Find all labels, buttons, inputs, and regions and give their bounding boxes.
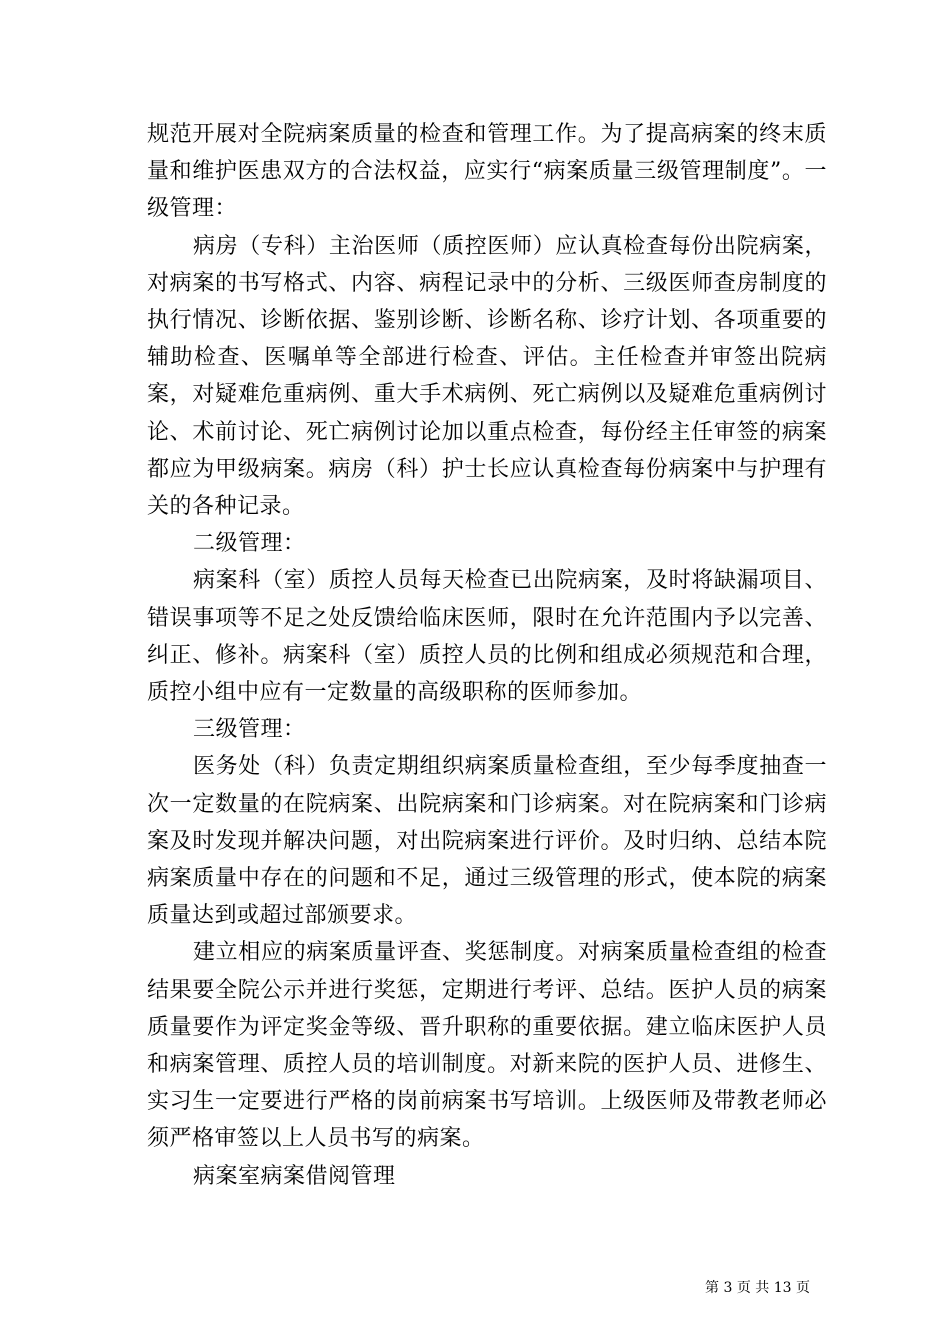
heading-level-two: 二级管理： xyxy=(193,531,306,557)
document-body xyxy=(147,116,827,1195)
paragraph-level-three-details: 医务处（科）负责定期组织病案质量检查组，至少每季度抽查一次一定数量的在院病案、出院病案和门诊病案。对在院病案和门诊病案及时发现并解决问题，对出院病案进行评价。及时归纳、总结本院病案质量中存在的问题和不足，通过三级管理的形式，使本院的病案质量达到或超过部颁要求。 xyxy=(147,754,827,929)
paragraph-level-one-details: 病房（专科）主治医师（质控医师）应认真检查每份出院病案，对病案的书写格式、内容、病程记录中的分析、三级医师查房制度的执行情况、诊断依据、鉴别诊断、诊断名称、诊疗计划、各项重要的辅助检查、医嘱单等全部进行检查、评估。主任检查并审签出院病案，对疑难危重病例、重大手术病例、死亡病例以及疑难危重病例讨论、术前讨论、死亡病例讨论加以重点检查，每份经主任审签的病案都应为甲级病案。病房（科）护士长应认真检查每份病案中与护理有关的各种记录。 xyxy=(147,233,827,520)
paragraph-evaluation-system: 建立相应的病案质量评查、奖惩制度。对病案质量检查组的检查结果要全院公示并进行奖惩，定期进行考评、总结。医护人员的病案质量要作为评定奖金等级、晋升职称的重要依据。建立临床医护人员和病案管理、质控人员的培训制度。对新来院的医护人员、进修生、实习生一定要进行严格的岗前病案书写培训。上级医师及带教老师必须严格审签以上人员书写的病案。 xyxy=(147,940,827,1152)
section-title-borrowing: 病案室病案借阅管理 xyxy=(193,1163,396,1189)
paragraph-intro: 规范开展对全院病案质量的检查和管理工作。为了提高病案的终末质量和维护医患双方的合法权益，应实行“病案质量三级管理制度”。一级管理： xyxy=(147,122,827,222)
heading-level-three: 三级管理： xyxy=(193,717,306,743)
paragraph-level-two-details: 病案科（室）质控人员每天检查已出院病案，及时将缺漏项目、错误事项等不足之处反馈给临床医师，限时在允许范围内予以完善、纠正、修补。病案科（室）质控人员的比例和组成必须规范和合理，质控小组中应有一定数量的高级职称的医师参加。 xyxy=(147,568,827,706)
page-number: 第 3 页 共 13 页 xyxy=(705,1280,810,1296)
